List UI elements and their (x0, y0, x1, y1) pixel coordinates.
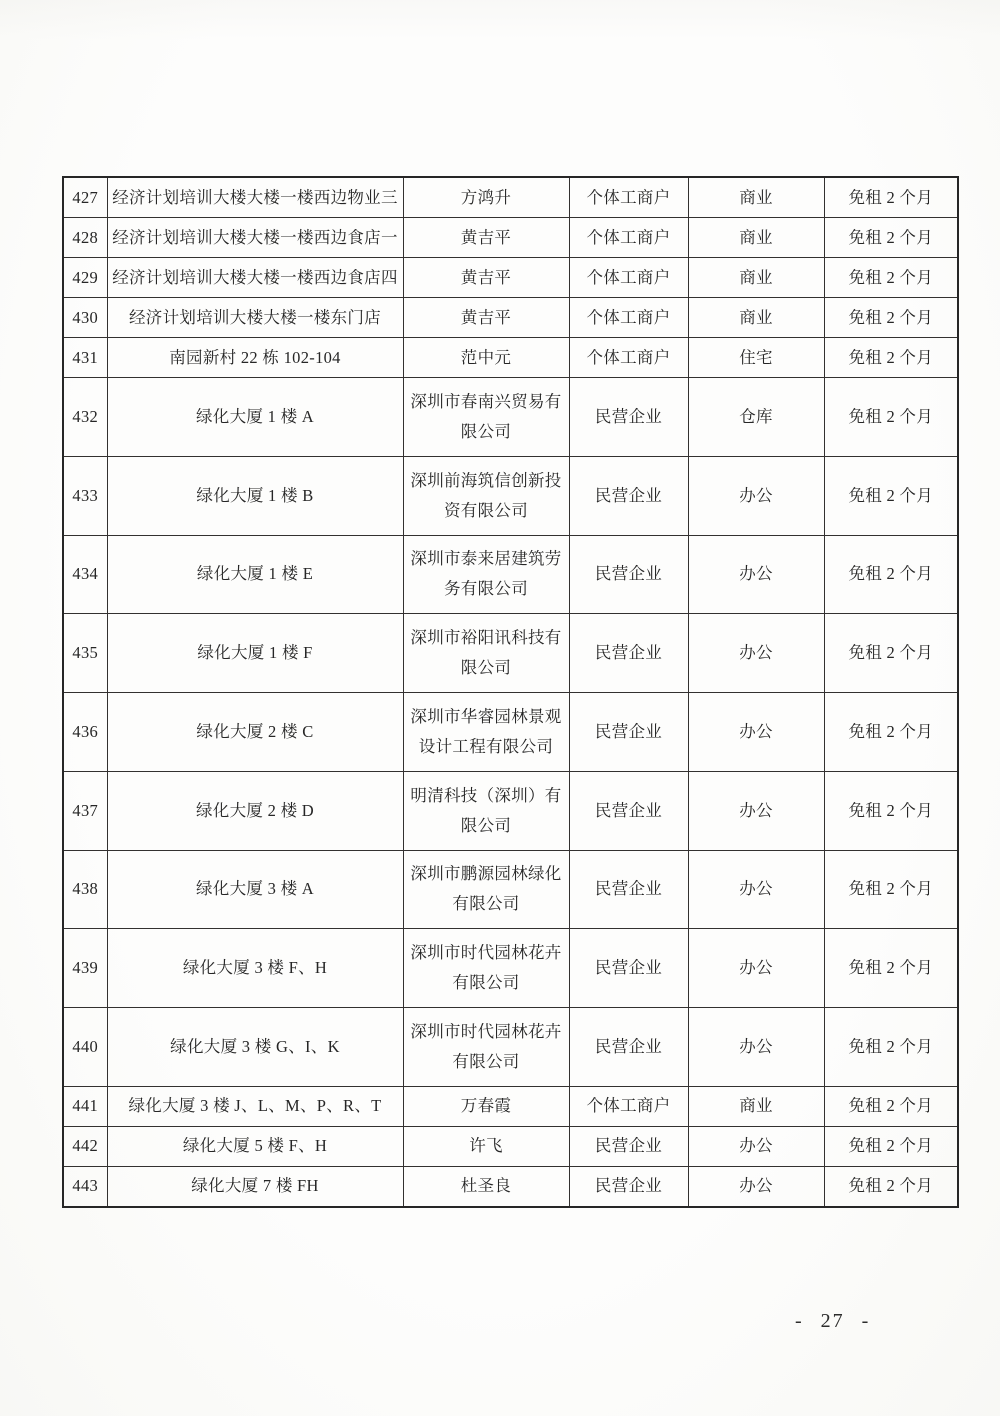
usage-cell: 办公 (688, 1166, 824, 1207)
table-row (63, 258, 958, 298)
relief-cell: 免租 2 个月 (824, 771, 958, 850)
table-row (63, 850, 958, 929)
table-row (63, 1008, 958, 1087)
usage-cell: 办公 (688, 1008, 824, 1087)
relief-cell: 免租 2 个月 (824, 535, 958, 614)
entity-type-cell: 民营企业 (569, 850, 688, 929)
row-number-cell: 427 (63, 177, 107, 218)
row-number-cell: 437 (63, 771, 107, 850)
tenant-cell: 深圳市裕阳讯科技有限公司 (403, 614, 569, 693)
entity-type-cell: 民营企业 (569, 378, 688, 457)
tenant-cell: 深圳市时代园林花卉有限公司 (403, 929, 569, 1008)
address-cell: 经济计划培训大楼大楼一楼西边食店四 (107, 258, 403, 298)
row-number-cell: 428 (63, 218, 107, 258)
row-number-cell: 431 (63, 338, 107, 378)
address-cell: 南园新村 22 栋 102-104 (107, 338, 403, 378)
usage-cell: 办公 (688, 456, 824, 535)
address-cell: 绿化大厦 3 楼 G、I、K (107, 1008, 403, 1087)
table-row (63, 218, 958, 258)
row-number-cell: 436 (63, 693, 107, 772)
row-number-cell: 439 (63, 929, 107, 1008)
row-number-cell: 443 (63, 1166, 107, 1207)
table-row (63, 378, 958, 457)
address-cell: 绿化大厦 1 楼 B (107, 456, 403, 535)
tenant-cell: 深圳市华睿园林景观设计工程有限公司 (403, 693, 569, 772)
usage-cell: 商业 (688, 218, 824, 258)
entity-type-cell: 个体工商户 (569, 177, 688, 218)
usage-cell: 办公 (688, 535, 824, 614)
relief-cell: 免租 2 个月 (824, 338, 958, 378)
tenant-cell: 明清科技（深圳）有限公司 (403, 771, 569, 850)
relief-cell: 免租 2 个月 (824, 929, 958, 1008)
table-row (63, 771, 958, 850)
entity-type-cell: 个体工商户 (569, 258, 688, 298)
address-cell: 绿化大厦 1 楼 E (107, 535, 403, 614)
entity-type-cell: 民营企业 (569, 1008, 688, 1087)
tenant-cell: 深圳市鹏源园林绿化有限公司 (403, 850, 569, 929)
address-cell: 绿化大厦 3 楼 J、L、M、P、R、T (107, 1086, 403, 1126)
entity-type-cell: 个体工商户 (569, 338, 688, 378)
row-number-cell: 440 (63, 1008, 107, 1087)
tenant-cell: 范中元 (403, 338, 569, 378)
usage-cell: 住宅 (688, 338, 824, 378)
table-row (63, 338, 958, 378)
table-row (63, 177, 958, 218)
tenant-cell: 黄吉平 (403, 258, 569, 298)
usage-cell: 办公 (688, 693, 824, 772)
tenant-cell: 万春霞 (403, 1086, 569, 1126)
usage-cell: 办公 (688, 614, 824, 693)
table-row (63, 298, 958, 338)
entity-type-cell: 民营企业 (569, 771, 688, 850)
row-number-cell: 442 (63, 1126, 107, 1166)
table-row (63, 456, 958, 535)
row-number-cell: 433 (63, 456, 107, 535)
relief-cell: 免租 2 个月 (824, 850, 958, 929)
row-number-cell: 441 (63, 1086, 107, 1126)
address-cell: 绿化大厦 2 楼 D (107, 771, 403, 850)
relief-cell: 免租 2 个月 (824, 1166, 958, 1207)
address-cell: 绿化大厦 2 楼 C (107, 693, 403, 772)
entity-type-cell: 民营企业 (569, 1166, 688, 1207)
relief-cell: 免租 2 个月 (824, 177, 958, 218)
address-cell: 绿化大厦 1 楼 F (107, 614, 403, 693)
address-cell: 经济计划培训大楼大楼一楼西边食店一 (107, 218, 403, 258)
scan-noise (0, 0, 1000, 40)
row-number-cell: 438 (63, 850, 107, 929)
address-cell: 绿化大厦 5 楼 F、H (107, 1126, 403, 1166)
relief-cell: 免租 2 个月 (824, 1086, 958, 1126)
tenant-cell: 黄吉平 (403, 298, 569, 338)
relief-cell: 免租 2 个月 (824, 218, 958, 258)
table-row (63, 614, 958, 693)
relief-cell: 免租 2 个月 (824, 378, 958, 457)
entity-type-cell: 民营企业 (569, 1126, 688, 1166)
tenant-cell: 深圳市时代园林花卉有限公司 (403, 1008, 569, 1087)
tenant-cell: 杜圣良 (403, 1166, 569, 1207)
relief-cell: 免租 2 个月 (824, 1008, 958, 1087)
row-number-cell: 435 (63, 614, 107, 693)
usage-cell: 商业 (688, 1086, 824, 1126)
relief-cell: 免租 2 个月 (824, 456, 958, 535)
relief-cell: 免租 2 个月 (824, 298, 958, 338)
usage-cell: 仓库 (688, 378, 824, 457)
table-body (63, 177, 958, 1207)
usage-cell: 办公 (688, 929, 824, 1008)
entity-type-cell: 民营企业 (569, 456, 688, 535)
usage-cell: 办公 (688, 1126, 824, 1166)
tenant-cell: 方鸿升 (403, 177, 569, 218)
usage-cell: 办公 (688, 850, 824, 929)
rent-relief-table (62, 176, 959, 1208)
usage-cell: 商业 (688, 177, 824, 218)
table-row (63, 535, 958, 614)
row-number-cell: 432 (63, 378, 107, 457)
tenant-cell: 深圳前海筑信创新投资有限公司 (403, 456, 569, 535)
address-cell: 经济计划培训大楼大楼一楼东门店 (107, 298, 403, 338)
tenant-cell: 深圳市泰来居建筑劳务有限公司 (403, 535, 569, 614)
table-row (63, 929, 958, 1008)
table-row (63, 1166, 958, 1207)
tenant-cell: 许飞 (403, 1126, 569, 1166)
relief-cell: 免租 2 个月 (824, 1126, 958, 1166)
relief-cell: 免租 2 个月 (824, 258, 958, 298)
row-number-cell: 430 (63, 298, 107, 338)
tenant-cell: 黄吉平 (403, 218, 569, 258)
page-number: - 27 - (795, 1310, 871, 1332)
usage-cell: 商业 (688, 298, 824, 338)
entity-type-cell: 民营企业 (569, 614, 688, 693)
address-cell: 绿化大厦 1 楼 A (107, 378, 403, 457)
tenant-cell: 深圳市春南兴贸易有限公司 (403, 378, 569, 457)
entity-type-cell: 个体工商户 (569, 298, 688, 338)
usage-cell: 办公 (688, 771, 824, 850)
table-row (63, 1086, 958, 1126)
table-row (63, 693, 958, 772)
usage-cell: 商业 (688, 258, 824, 298)
entity-type-cell: 民营企业 (569, 535, 688, 614)
address-cell: 绿化大厦 7 楼 FH (107, 1166, 403, 1207)
entity-type-cell: 个体工商户 (569, 218, 688, 258)
address-cell: 绿化大厦 3 楼 F、H (107, 929, 403, 1008)
table-row (63, 1126, 958, 1166)
row-number-cell: 434 (63, 535, 107, 614)
address-cell: 经济计划培训大楼大楼一楼西边物业三 (107, 177, 403, 218)
entity-type-cell: 个体工商户 (569, 1086, 688, 1126)
entity-type-cell: 民营企业 (569, 693, 688, 772)
address-cell: 绿化大厦 3 楼 A (107, 850, 403, 929)
row-number-cell: 429 (63, 258, 107, 298)
relief-cell: 免租 2 个月 (824, 614, 958, 693)
entity-type-cell: 民营企业 (569, 929, 688, 1008)
relief-cell: 免租 2 个月 (824, 693, 958, 772)
